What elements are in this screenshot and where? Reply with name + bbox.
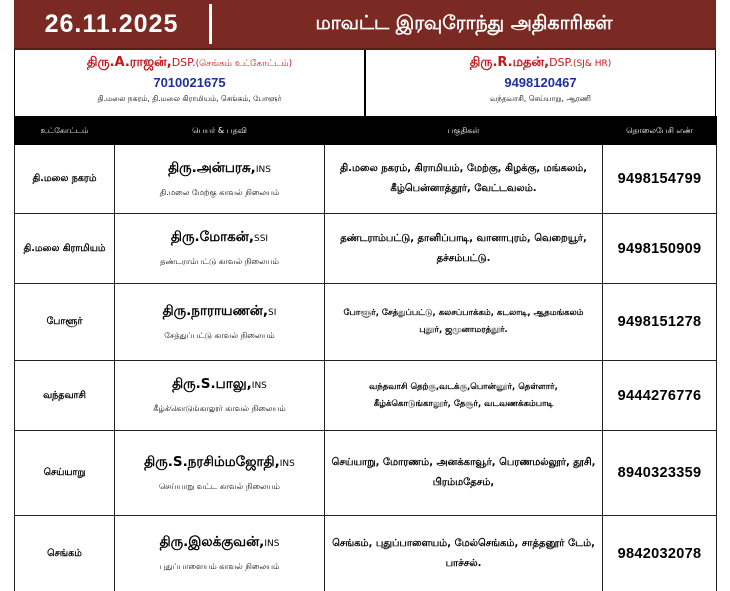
officer-subdivision: (செங்கம் உட்கோட்டம்) <box>195 59 293 69</box>
cell-name <box>115 431 325 516</box>
cell-phone: 9498154799 <box>603 145 717 214</box>
officer-rank: DSP. <box>171 56 196 69</box>
cell-subdivision: தி.மலை கிராமியம் <box>15 214 115 284</box>
officer-name: திரு.R.மதன், <box>469 55 550 70</box>
person-name: திரு.மோகன், <box>170 229 254 245</box>
cell-name <box>115 284 325 361</box>
person-station: செய்யாறு வட்ட காவல் நிலையம் <box>159 481 280 491</box>
person-station: சேத்துப்பட்டு காவல் நிலையம் <box>164 330 275 340</box>
cell-subdivision: போளூர் <box>15 284 115 361</box>
cell-subdivision: வந்தவாசி <box>15 361 115 431</box>
cell-name <box>115 516 325 591</box>
person-name: திரு.இலக்குவன், <box>159 534 265 550</box>
cell-name <box>115 361 325 431</box>
patrol-table <box>14 116 717 591</box>
cell-areas: தி.மலை நகரம், கிராமியம், மேற்கு, கிழக்கு, மங்கலம், கீழ்பென்னாத்தூர், வேட்டவலம். <box>325 145 603 214</box>
person-name: திரு.அன்பரசு, <box>168 159 256 176</box>
table-row <box>15 516 717 591</box>
date-label: 26.11.2025 <box>44 9 179 38</box>
table-row <box>15 431 717 516</box>
person-station: புதுப்பாளையம் காவல் நிலையம் <box>159 562 280 571</box>
officer-phone: 9498120467 <box>504 75 577 90</box>
cell-areas: செய்யாறு, மோரணம், அனக்காவூர், பெரணமல்லூர், தூசி, பிரம்மதேசம், <box>325 431 603 516</box>
col-header-subdivision: உட்கோட்டம் <box>15 117 115 145</box>
person-station: தண்டராம்பட்டு காவல் நிலையம் <box>160 257 279 266</box>
col-header-name: பெயர் & பதவி <box>115 117 325 145</box>
col-header-phone: தொலைபேசி எண் <box>603 117 717 145</box>
cell-areas: தண்டராம்பட்டு, தானிப்பாடி, வானாபுரம், வெறையூர், தச்சம்பட்டு. <box>325 214 603 284</box>
table-row <box>15 361 717 431</box>
officer-area: தி.மலை நகரம், தி.மலை கிராமியம், செங்கம், போளூர் <box>97 94 282 103</box>
officer-card <box>364 50 715 116</box>
header-banner <box>14 0 716 50</box>
table-row <box>15 145 717 214</box>
cell-subdivision: செங்கம் <box>15 516 115 591</box>
cell-phone: 9498150909 <box>603 214 717 284</box>
person-rank: INS <box>264 539 280 549</box>
cell-name <box>115 214 325 284</box>
cell-phone: 9842032078 <box>603 516 717 591</box>
col-header-areas: பகுதிகள் <box>325 117 603 145</box>
cell-name <box>115 145 325 214</box>
officer-phone: 7010021675 <box>153 75 226 90</box>
officer-subdivision: (SJ& HR) <box>572 59 612 69</box>
cell-areas: போளூர், சேத்துப்பட்டு, கலசப்பாக்கம், கடலாடி, ஆதமங்கலம் புதூர், ஜமுனாமரத்தூர். <box>325 284 603 361</box>
person-name: திரு.S.பாலு, <box>172 376 252 392</box>
cell-areas: செங்கம், புதுப்பாளையம், மேல்செங்கம், சாத்தனூர் டேம், பாச்சல். <box>325 516 603 591</box>
officer-rank: DSP. <box>549 56 573 69</box>
person-station: கீழ்க்கொடுங்காலூர் காவல் நிலையம் <box>153 404 286 413</box>
table-header-row <box>15 117 717 145</box>
person-name: திரு.நாராயணன், <box>162 302 269 319</box>
supervising-officers <box>14 50 716 116</box>
officer-card <box>15 50 364 116</box>
person-station: தி.மலை மேற்கு காவல் நிலையம் <box>159 187 280 197</box>
person-rank: INS <box>255 164 271 175</box>
cell-areas: வந்தவாசி தெற்கு,வடக்கு,பொன்னூர், தெள்ளார், கீழ்க்கொடுங்காலூர், தேசூர், வடவணக்கம்பாடி <box>325 361 603 431</box>
officer-area: வந்தவாசி, செய்யாறு, ஆரணி <box>490 94 591 103</box>
person-rank: INS <box>279 458 295 469</box>
person-rank: SI <box>268 307 277 318</box>
officer-name-line <box>15 54 364 73</box>
cell-subdivision: செய்யாறு <box>15 431 115 516</box>
cell-phone: 9444276776 <box>603 361 717 431</box>
officer-name-line <box>366 54 715 73</box>
table-row <box>15 284 717 361</box>
person-name: திரு.S.நரசிம்மஜோதி, <box>144 453 280 470</box>
table-row <box>15 214 717 284</box>
page-title: மாவட்ட இரவுரோந்து அதிகாரிகள் <box>315 11 613 34</box>
cell-subdivision: தி.மலை நகரம் <box>15 145 115 214</box>
officer-name: திரு.A.ராஜன், <box>86 55 172 70</box>
person-rank: INS <box>251 381 267 391</box>
cell-phone: 9498151278 <box>603 284 717 361</box>
person-rank: SSI <box>253 234 269 244</box>
cell-phone: 8940323359 <box>603 431 717 516</box>
